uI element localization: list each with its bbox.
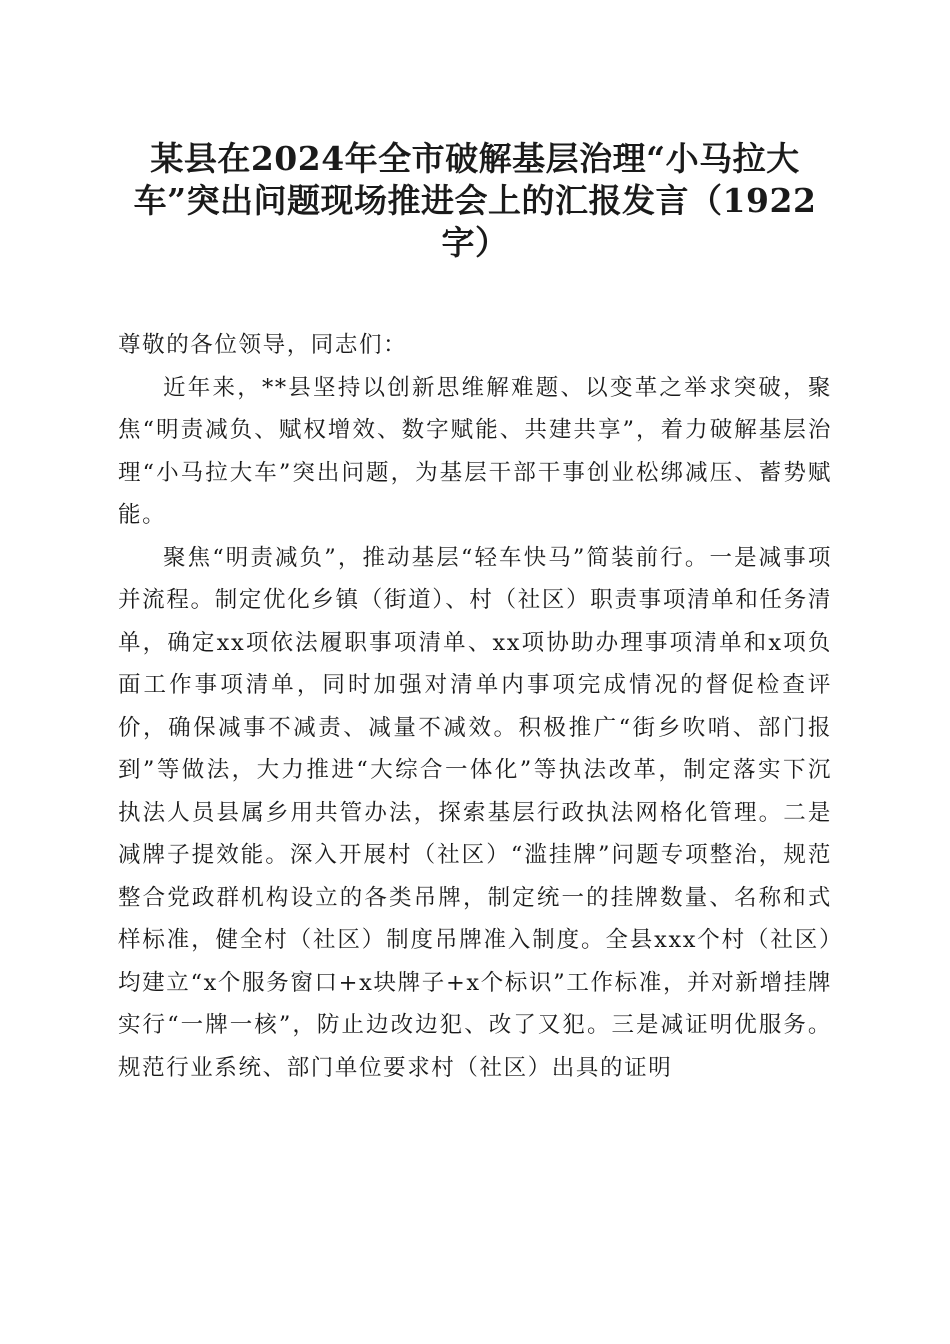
document-title: 某县在2024年全市破解基层治理“小马拉大车”突出问题现场推进会上的汇报发言（1922字） [133,139,817,262]
paragraph-intro: 近年来，**县坚持以创新思维解难题、以变革之举求突破，聚焦“明责减负、赋权增效、数字赋能、共建共享”，着力破解基层治理“小马拉大车”突出问题，为基层干部干事创业松绑减压、蓄势赋能。 [118,374,832,528]
salutation: 尊敬的各位领导，同志们： [118,332,408,358]
paragraph-section-1: 聚焦“明责减负”，推动基层“轻车快马”简装前行。一是减事项并流程。制定优化乡镇（街道）、村（社区）职责事项清单和任务清单，确定xx项依法履职事项清单、xx项协助办理事项清单和x项负面工作事项清单，同时加强对清单内事项完成情况的督促检查评价，确保减事不减责、减量不减效。积极推广“街乡吹哨、部门报到”等做法，大力推进“大综合一体化”等执法改革，制定落实下沉执法人员县属乡用共管办法，探索基层行政执法网格化管理。二是减牌子提效能。深入开展村（社区）“滥挂牌”问题专项整治，规范整合党政群机构设立的各类吊牌，制定统一的挂牌数量、名称和式样标准，健全村（社区）制度吊牌准入制度。全县xxx个村（社区）均建立“x个服务窗口+x块牌子+x个标识”工作标准，并对新增挂牌实行“一牌一核”，防止边改边犯、改了又犯。三是减证明优服务。规范行业系统、部门单位要求村（社区）出具的证明 [118,544,832,1081]
document-body [118,324,832,1089]
